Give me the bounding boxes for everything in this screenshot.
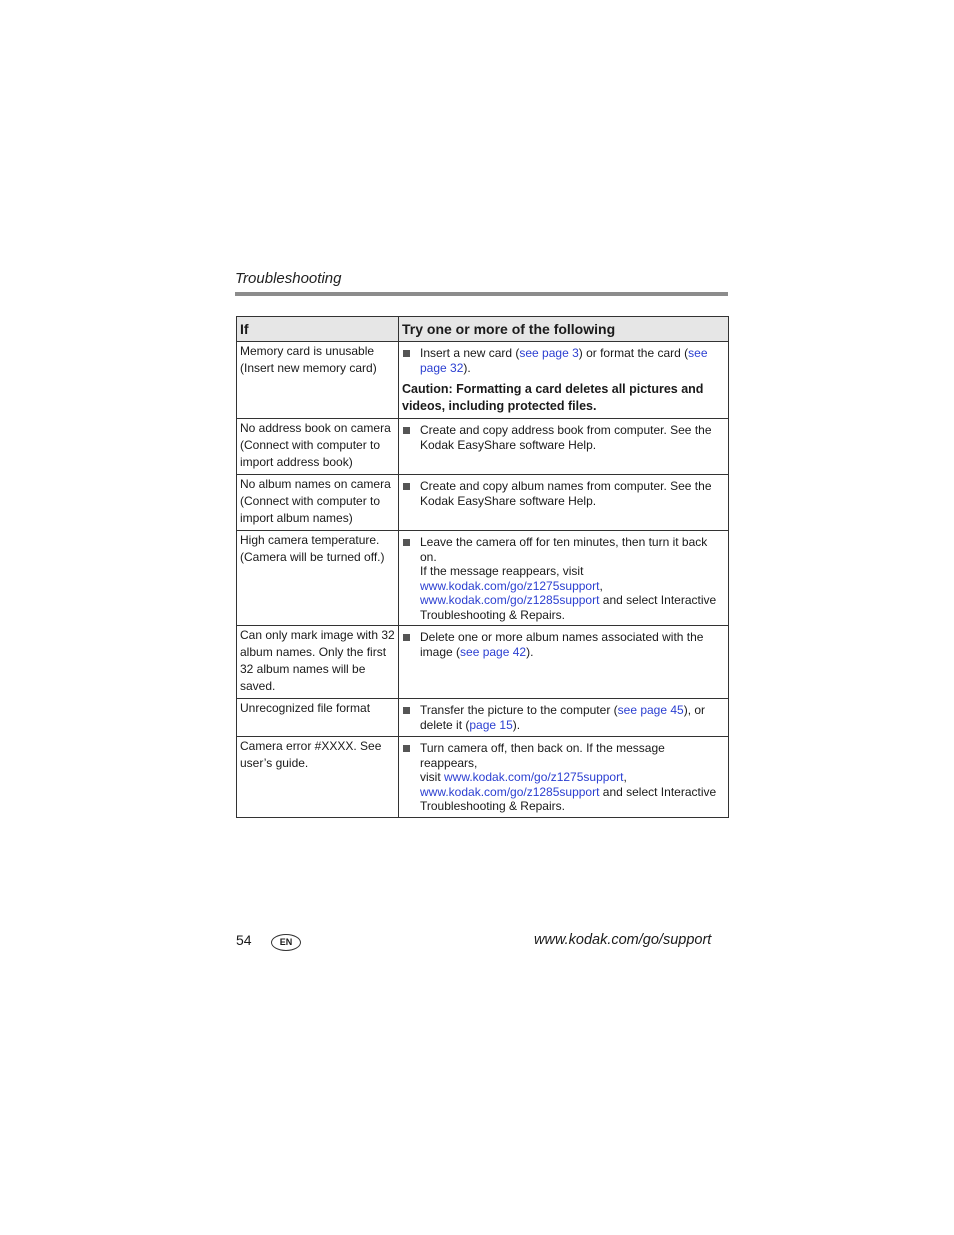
see-page-42-link[interactable]: see page 42 (460, 644, 527, 659)
section-title: Troubleshooting (235, 270, 342, 287)
solution-item: Transfer the picture to the computer (see page 45), or delete it (page 15). (402, 703, 725, 732)
table-header-row (237, 317, 729, 342)
bullet-square-icon (403, 745, 410, 752)
condition-text: Memory card is unusable (240, 344, 375, 358)
solution-cell (399, 626, 729, 699)
z1275-support-link[interactable]: www.kodak.com/go/z1275support (420, 578, 600, 593)
z1275-support-link[interactable]: www.kodak.com/go/z1275support (444, 770, 624, 784)
page-15-link[interactable]: page 15 (469, 717, 513, 732)
see-page-45-link[interactable]: see page 45 (617, 703, 684, 717)
page-number: 54 (236, 932, 252, 948)
support-url[interactable]: www.kodak.com/go/support (534, 932, 712, 948)
column-header-if: If (237, 317, 399, 342)
z1285-support-link[interactable]: www.kodak.com/go/z1285support (420, 593, 600, 607)
condition-cell: No album names on camera (Connect with computer to import album names) (237, 475, 399, 531)
solution-item: Delete one or more album names associated with the image (see page 42). (402, 630, 725, 659)
caution-note: Caution: Formatting a card deletes all pictures and videos, including protected files. (402, 382, 704, 413)
column-header-try: Try one or more of the following (399, 317, 729, 342)
bullet-square-icon (403, 427, 410, 434)
table-row (237, 342, 729, 419)
bullet-square-icon (403, 483, 410, 490)
solution-item: Insert a new card (see page 3) or format the card (see page 32). (402, 346, 725, 375)
see-page-32-link-a[interactable]: see (688, 346, 708, 360)
solution-cell (399, 699, 729, 737)
solution-cell (399, 737, 729, 818)
condition-cell: Can only mark image with 32 album names. Only the first 32 album names will be saved. (237, 626, 399, 699)
see-page-3-link[interactable]: see page 3 (519, 346, 579, 360)
z1285-support-link[interactable]: www.kodak.com/go/z1285support (420, 784, 600, 799)
troubleshooting-table (236, 316, 729, 818)
condition-cell: No address book on camera (Connect with computer to import address book) (237, 419, 399, 475)
solution-cell (399, 342, 729, 419)
solution-item: Create and copy album names from computer. See the Kodak EasyShare software Help. (402, 479, 725, 508)
solution-item: Turn camera off, then back on. If the message reappears, visit www.kodak.com/go/z1275support, www.kodak.com/go/z1285support and select Interactive Troubleshooting & Repairs. (402, 741, 725, 814)
bullet-square-icon (403, 707, 410, 714)
condition-cell: Camera error #XXXX. See user’s guide. (237, 737, 399, 818)
bullet-square-icon (403, 539, 410, 546)
table-row (237, 475, 729, 531)
solution-cell (399, 475, 729, 531)
condition-cell: Unrecognized file format (237, 699, 399, 737)
solution-cell (399, 531, 729, 626)
see-page-32-link-b[interactable]: page 32 (420, 360, 464, 375)
condition-cell (237, 342, 399, 419)
header-rule (235, 292, 728, 296)
bullet-square-icon (403, 634, 410, 641)
solution-item: Leave the camera off for ten minutes, then turn it back on. If the message reappears, visit www.kodak.com/go/z1275support, www.kodak.com/go/z1285support and select Interactive Troubleshooting & Repairs. (402, 535, 725, 622)
table-row (237, 737, 729, 818)
bullet-square-icon (403, 350, 410, 357)
condition-text: (Insert new memory card) (240, 361, 377, 375)
solution-item: Create and copy address book from computer. See the Kodak EasyShare software Help. (402, 423, 725, 452)
language-badge: EN (271, 934, 301, 951)
table-row (237, 419, 729, 475)
table-row (237, 699, 729, 737)
table-row (237, 531, 729, 626)
solution-cell (399, 419, 729, 475)
condition-cell: High camera temperature. (Camera will be turned off.) (237, 531, 399, 626)
table-row (237, 626, 729, 699)
